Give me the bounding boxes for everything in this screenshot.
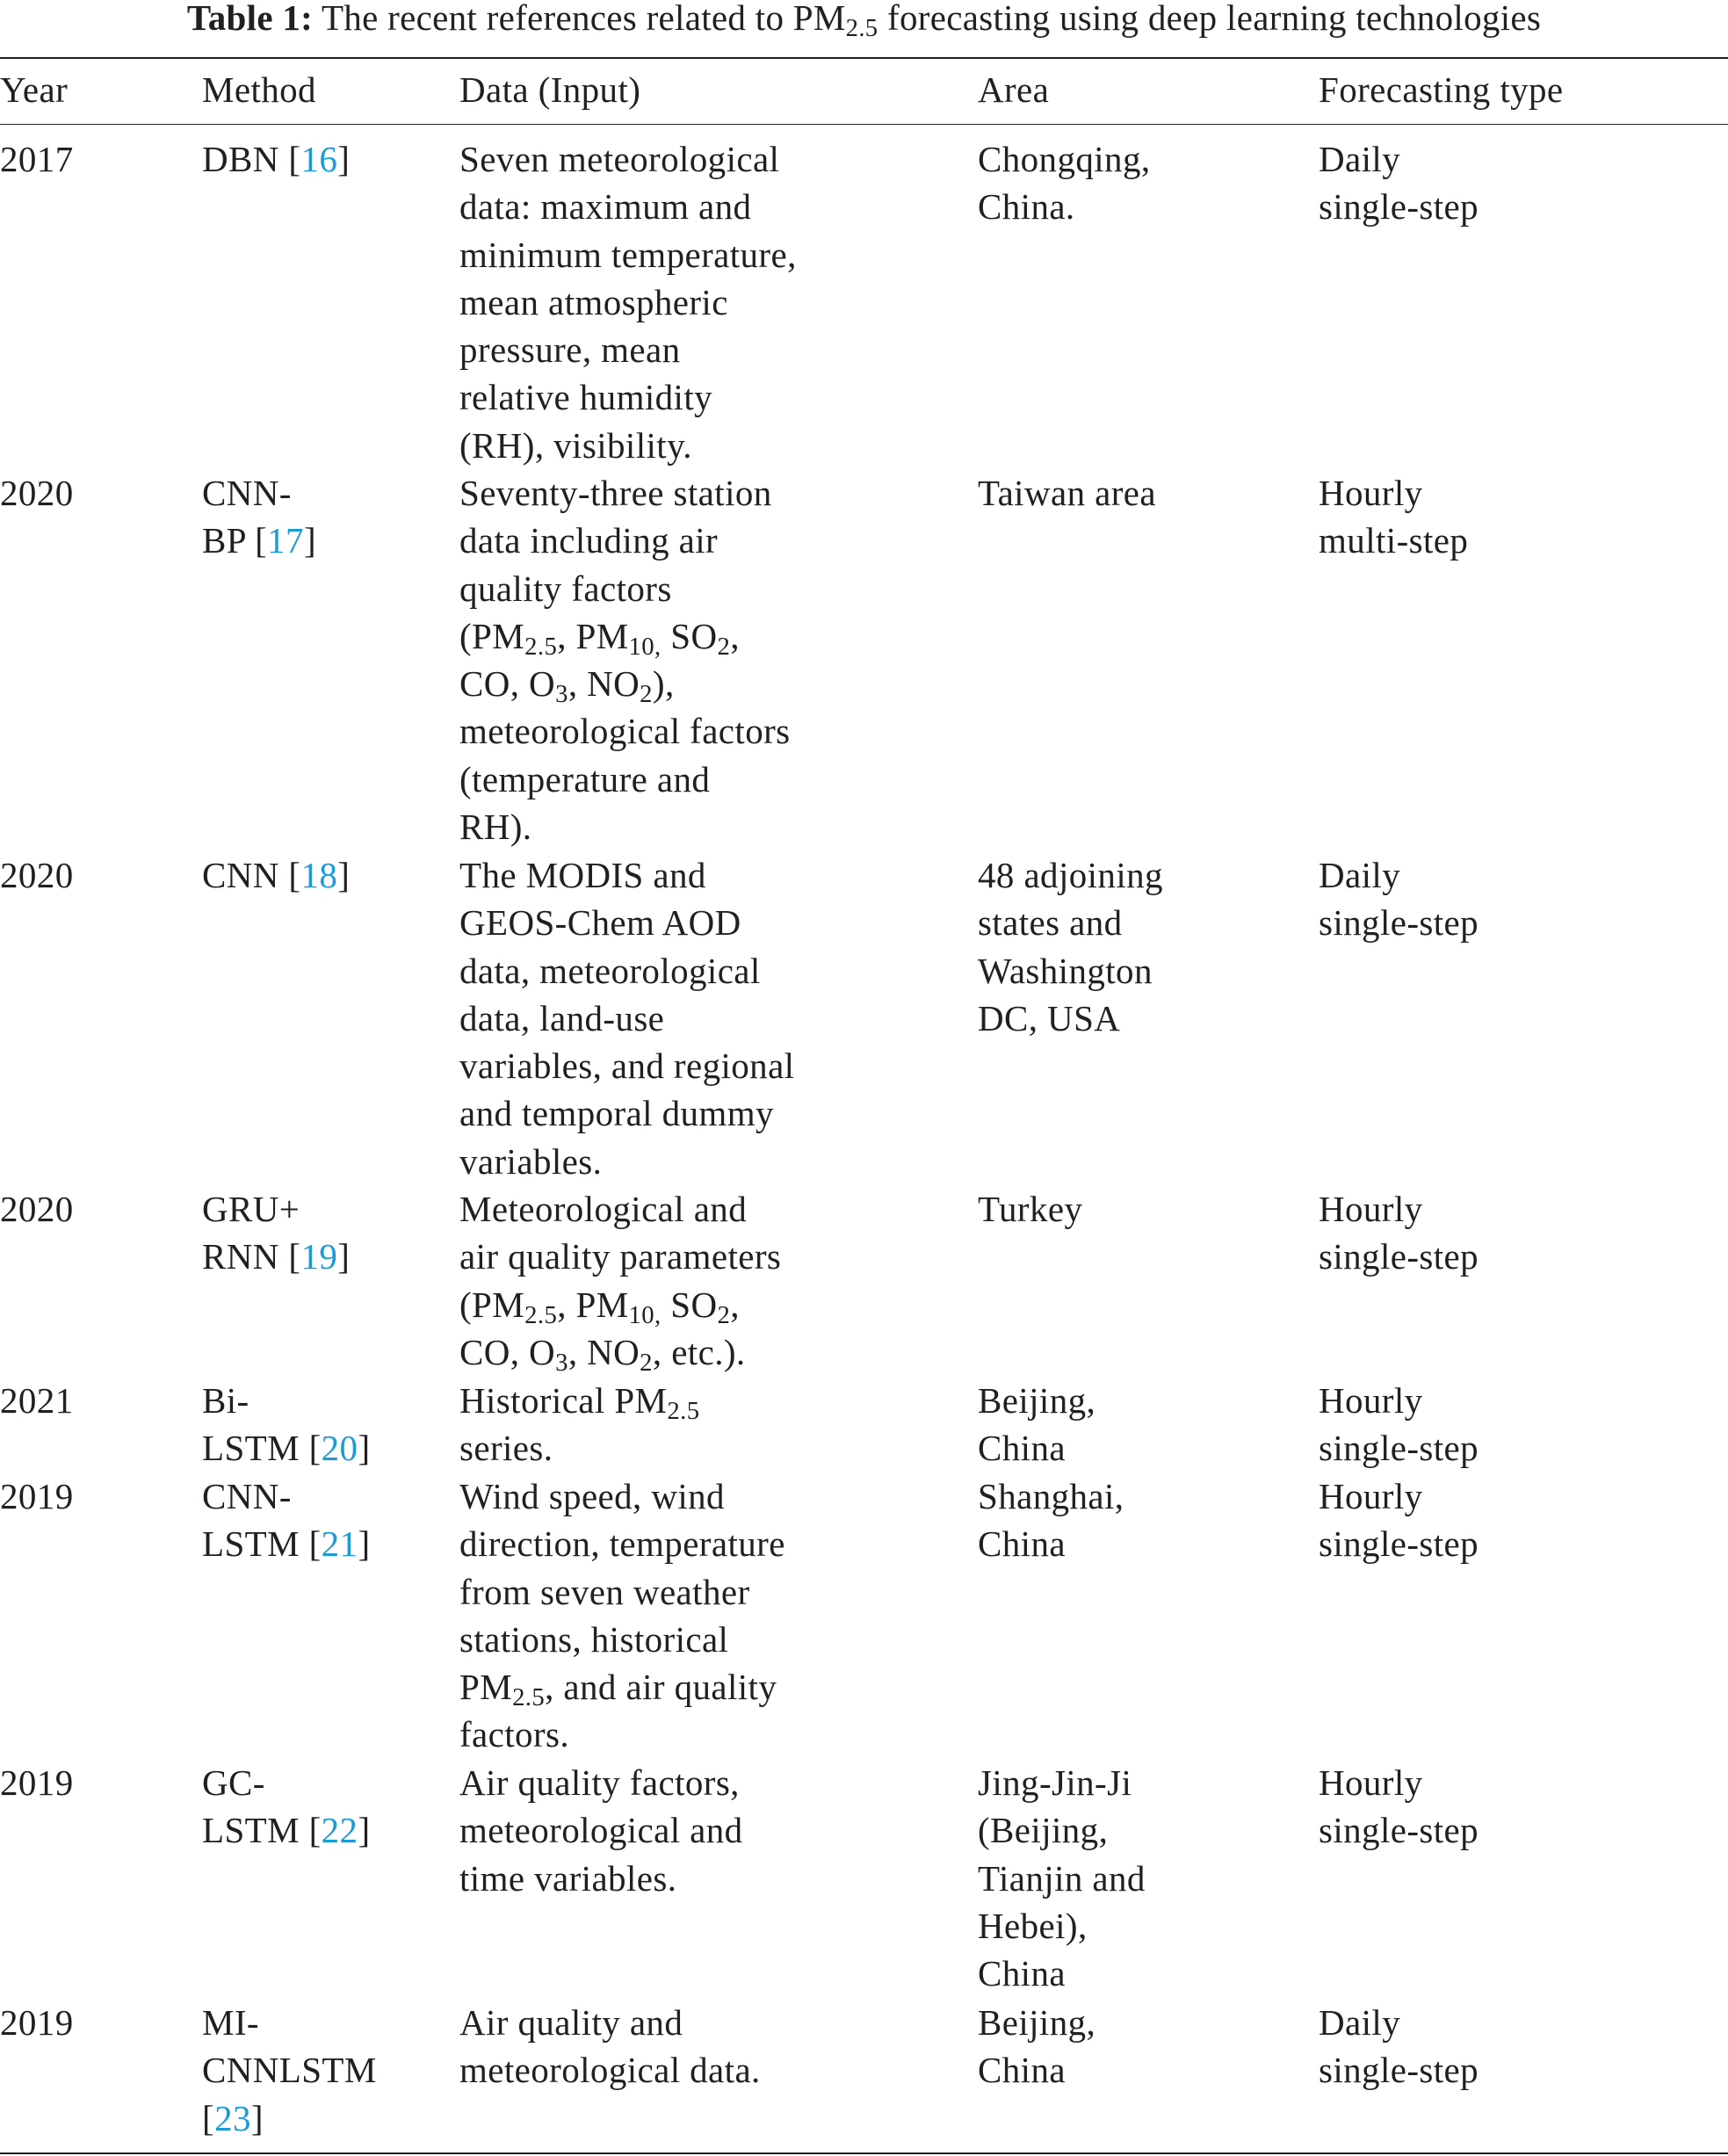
cell-area: Chongqing, China. — [978, 139, 1151, 228]
cell-method: CNN [18] — [202, 855, 351, 895]
cell-method: Bi- LSTM [20] — [202, 1380, 371, 1469]
cell-area: Beijing, China — [978, 1380, 1096, 1469]
cell-area: Beijing, China — [978, 2002, 1096, 2091]
cell-method: CNN- BP [17] — [202, 473, 317, 561]
reference-link[interactable]: 18 — [300, 855, 338, 895]
reference-link[interactable]: 22 — [321, 1810, 358, 1851]
cell-type: Hourly multi-step — [1319, 473, 1469, 561]
reference-link[interactable]: 21 — [321, 1523, 358, 1565]
reference-link[interactable]: 20 — [321, 1428, 358, 1469]
cell-year: 2019 — [0, 1476, 74, 1516]
cell-data: Meteorological and air quality parameters ($PM_{2.5}$, $PM_{10,}$ $SO_2$, CO, $O_3$, $NO_2$, etc.). — [459, 1189, 782, 1378]
table-header-row — [0, 66, 1728, 119]
cell-method: CNN- LSTM [21] — [202, 1476, 371, 1565]
cell-area: Taiwan area — [978, 473, 1156, 513]
table-caption — [0, 0, 1728, 54]
cell-area: 48 adjoining states and Washington DC, USA — [978, 855, 1163, 1038]
cell-area: Turkey — [978, 1189, 1083, 1229]
cell-type: Hourly single-step — [1319, 1189, 1479, 1277]
cell-type: Hourly single-step — [1319, 1762, 1479, 1851]
cell-method: GC- LSTM [22] — [202, 1762, 371, 1851]
cell-data: Air quality factors, meteorological and time variables. — [459, 1762, 743, 1899]
table-caption-text-end: forecasting using deep learning technologies — [887, 0, 1542, 38]
cell-data: Wind speed, wind direction, temperature from seven weather stations, historical $PM_{2.5}$, and air quality factors. — [459, 1476, 785, 1755]
reference-link[interactable]: 17 — [267, 520, 304, 561]
cell-data: Air quality and meteorological data. — [459, 2002, 761, 2091]
cell-method: MI- CNNLSTM [23] — [202, 2002, 377, 2138]
reference-link[interactable]: 23 — [214, 2097, 251, 2138]
reference-link[interactable]: 19 — [300, 1236, 338, 1277]
cell-data: Historical $PM_{2.5}$ series. — [459, 1380, 700, 1469]
cell-method: GRU+ RNN [19] — [202, 1189, 351, 1277]
cell-method: DBN [16] — [202, 139, 351, 179]
cell-year: 2020 — [0, 1189, 74, 1229]
cell-area: Jing-Jin-Ji (Beijing, Tianjin and Hebei), China — [978, 1762, 1146, 1994]
cell-year: 2019 — [0, 1762, 74, 1803]
cell-type: Hourly single-step — [1319, 1380, 1479, 1469]
table-top-rule — [0, 57, 1728, 59]
header-method: Method — [202, 69, 316, 110]
table-header-rule — [0, 124, 1728, 125]
reference-link[interactable]: 16 — [300, 139, 338, 179]
cell-area: Shanghai, China — [978, 1476, 1124, 1565]
cell-year: 2020 — [0, 855, 74, 895]
cell-year: 2019 — [0, 2002, 74, 2043]
table-caption-label: Table 1: — [186, 0, 314, 38]
cell-type: Daily single-step — [1319, 2002, 1479, 2091]
header-data: Data (Input) — [459, 69, 641, 110]
cell-year: 2017 — [0, 139, 74, 179]
cell-year: 2020 — [0, 473, 74, 513]
header-type: Forecasting type — [1319, 69, 1564, 110]
cell-year: 2021 — [0, 1380, 74, 1421]
cell-type: Hourly single-step — [1319, 1476, 1479, 1565]
header-year: Year — [0, 69, 69, 110]
cell-data: Seventy-three station data including air quality factors ($PM_{2.5}$, $PM_{10,}$ $SO_2$, CO, $O_3$, $NO_2$), meteorological factors (temperature and RH). — [459, 473, 791, 848]
cell-data: Seven meteorological data: maximum and minimum temperature, mean atmospheric pressure, mean relative humidity (RH), visibility. — [459, 139, 797, 466]
table-caption-sub: 2.5 — [845, 14, 878, 43]
cell-type: Daily single-step — [1319, 139, 1479, 228]
table-caption-text: The recent references related to PM — [321, 0, 846, 38]
table-bottom-rule — [0, 2152, 1728, 2154]
cell-data: The MODIS and GEOS-Chem AOD data, meteorological data, land-use variables, and regional and temporal dummy variables. — [459, 855, 795, 1182]
header-area: Area — [978, 69, 1050, 110]
cell-type: Daily single-step — [1319, 855, 1479, 944]
